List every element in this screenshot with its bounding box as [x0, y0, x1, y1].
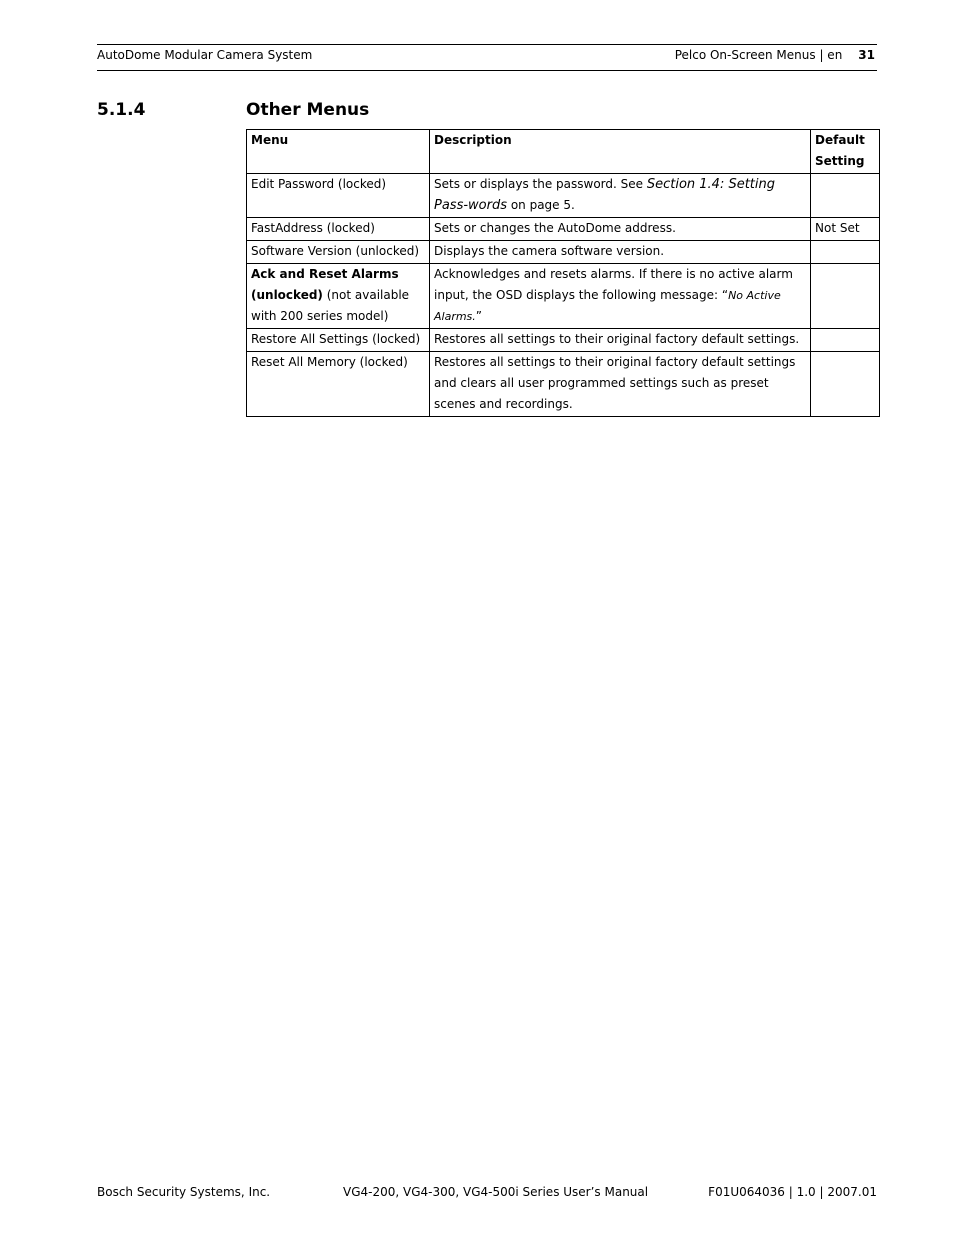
- menu-label: Ack and Reset Alarms (unlocked): [251, 267, 399, 302]
- header-default-line1: Default: [815, 133, 865, 147]
- table-row: [247, 241, 880, 264]
- default-cell: [811, 241, 880, 264]
- footer-document-id: F01U064036 | 1.0 | 2007.01: [708, 1185, 877, 1199]
- menu-note: (not available with 200 series model): [251, 288, 410, 323]
- osd-message: No Active Alarms.: [434, 289, 781, 323]
- menu-cell: Edit Password (locked): [247, 174, 430, 218]
- description-cell: [430, 264, 811, 329]
- description-cell: Restores all settings to their original factory default settings and clears all user programmed settings such as preset scenes and recordings.: [430, 352, 811, 417]
- description-text: ”: [475, 309, 483, 323]
- description-cell: Displays the camera software version.: [430, 241, 811, 264]
- table-row: [247, 352, 880, 417]
- footer-manual-title: VG4-200, VG4-300, VG4-500i Series User’s Manual: [343, 1185, 649, 1199]
- section-title: Other Menus: [246, 100, 370, 120]
- header-bottom-rule: [97, 70, 877, 71]
- header-menu: Menu: [247, 130, 430, 174]
- default-cell: Not Set: [811, 218, 880, 241]
- header-description: Description: [430, 130, 811, 174]
- description-cell: [430, 174, 811, 218]
- menu-cell: Restore All Settings (locked): [247, 329, 430, 352]
- footer-company: Bosch Security Systems, Inc.: [97, 1185, 271, 1199]
- description-text: Sets or displays the password. See: [434, 177, 647, 191]
- table-row: [247, 329, 880, 352]
- description-text: Acknowledges and resets alarms. If there is no active alarm input, the OSD displays the following message: “: [434, 267, 793, 302]
- default-cell: [811, 174, 880, 218]
- menu-cell: Software Version (unlocked): [247, 241, 430, 264]
- table-row: [247, 218, 880, 241]
- header-chapter: Pelco On-Screen Menus | en: [674, 48, 843, 62]
- default-cell: [811, 329, 880, 352]
- header-left-title: AutoDome Modular Camera System: [97, 48, 313, 62]
- description-cell: Restores all settings to their original factory default settings.: [430, 329, 811, 352]
- section-number: 5.1.4: [97, 100, 146, 120]
- section-reference-link[interactable]: Section 1.4: Setting Pass-words: [434, 177, 776, 213]
- menu-cell: [247, 264, 430, 329]
- header-top-rule: [97, 44, 877, 45]
- table-header-row: [247, 130, 880, 174]
- header-right: [675, 48, 875, 62]
- header-default-line2: Setting: [815, 154, 865, 168]
- description-text: on page 5.: [507, 198, 575, 212]
- default-cell: [811, 352, 880, 417]
- default-cell: [811, 264, 880, 329]
- description-cell: Sets or changes the AutoDome address.: [430, 218, 811, 241]
- header-default-setting: [811, 130, 880, 174]
- menu-cell: Reset All Memory (locked): [247, 352, 430, 417]
- table-row: [247, 174, 880, 218]
- page-number: 31: [858, 48, 875, 62]
- table-row: [247, 264, 880, 329]
- other-menus-table: [246, 129, 880, 417]
- menu-cell: FastAddress (locked): [247, 218, 430, 241]
